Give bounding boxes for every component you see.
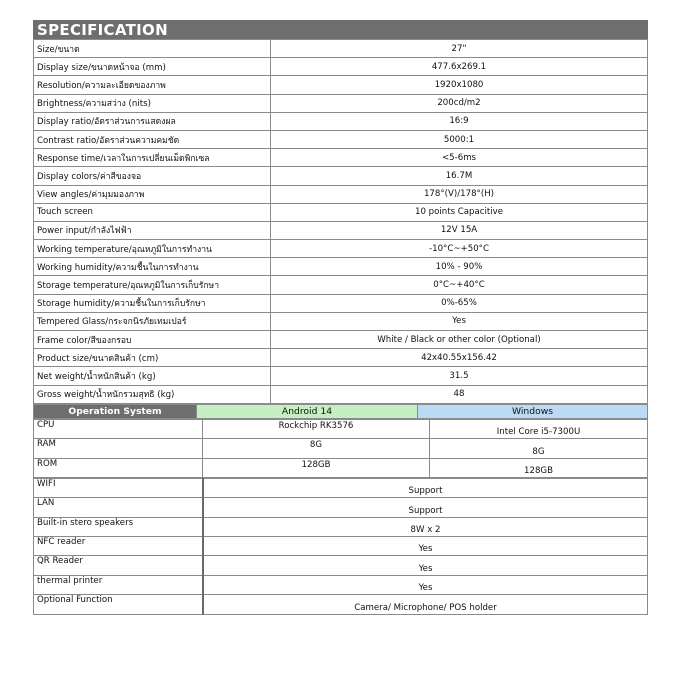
hardware-windows-value: Intel Core i5-7300U: [430, 419, 648, 438]
spec-value: 200cd/m2: [271, 94, 648, 112]
spec-label: Net weight/น้ำหนักสินค้า (kg): [34, 367, 271, 385]
spec-row: [34, 76, 648, 94]
spec-row: [34, 385, 648, 403]
spec-row: [34, 349, 648, 367]
feature-row: [34, 517, 648, 536]
spec-label: View angles/ค่ามุมมองภาพ: [34, 185, 271, 203]
spec-value: 1920x1080: [271, 76, 648, 94]
spec-value: 48: [271, 385, 648, 403]
spec-row: [34, 167, 648, 185]
spec-label: Brightness/ความสว่าง (nits): [34, 94, 271, 112]
spec-label: Display colors/ค่าสีของจอ: [34, 167, 271, 185]
spec-label: Display size/ขนาดหน้าจอ (mm): [34, 58, 271, 76]
spec-value: 27": [271, 40, 648, 58]
spec-row: [34, 112, 648, 130]
spec-label: Response time/เวลาในการเปลี่ยนเม็ดพิกเซล: [34, 149, 271, 167]
hardware-label: ROM: [34, 458, 203, 477]
feature-label: Built-in stero speakers: [34, 517, 204, 536]
feature-row: [34, 556, 648, 575]
spec-row: [34, 40, 648, 58]
hardware-android-value: 8G: [203, 439, 430, 458]
spec-value: 178°(V)/178°(H): [271, 185, 648, 203]
spec-row: [34, 94, 648, 112]
spec-value: Yes: [271, 312, 648, 330]
hardware-label: RAM: [34, 439, 203, 458]
spec-row: [34, 331, 648, 349]
hardware-row: [34, 439, 648, 458]
hardware-windows-value: 128GB: [430, 458, 648, 477]
feature-value: Yes: [203, 575, 648, 594]
spec-value: 477.6x269.1: [271, 58, 648, 76]
os-header-windows: Windows: [418, 404, 648, 418]
spec-label: Power input/กำลังไฟฟ้า: [34, 221, 271, 239]
spec-sheet: [33, 20, 648, 615]
os-header-label: Operation System: [34, 404, 197, 418]
feature-label: thermal printer: [34, 575, 204, 594]
spec-row: [34, 149, 648, 167]
feature-label: Optional Function: [34, 595, 204, 614]
feature-row: [34, 537, 648, 556]
spec-value: 5000:1: [271, 130, 648, 148]
hardware-row: [34, 458, 648, 477]
spec-value: 0%-65%: [271, 294, 648, 312]
feature-label: WIFI: [34, 478, 204, 497]
os-header-table: [33, 404, 648, 419]
spec-table: [33, 39, 648, 404]
spec-label: Gross weight/น้ำหนักรวมสุทธิ (kg): [34, 385, 271, 403]
hardware-row: [34, 419, 648, 438]
feature-value: 8W x 2: [203, 517, 648, 536]
os-header-android: Android 14: [197, 404, 418, 418]
feature-label: LAN: [34, 498, 204, 517]
spec-row: [34, 221, 648, 239]
spec-row: [34, 203, 648, 221]
spec-value: <5-6ms: [271, 149, 648, 167]
hardware-label: CPU: [34, 419, 203, 438]
spec-row: [34, 276, 648, 294]
spec-label: Resolution/ความละเอียดของภาพ: [34, 76, 271, 94]
spec-value: 42x40.55x156.42: [271, 349, 648, 367]
feature-label: QR Reader: [34, 556, 204, 575]
spec-label: Storage humidity/ความชื้นในการเก็บรักษา: [34, 294, 271, 312]
hardware-android-value: Rockchip RK3576: [203, 419, 430, 438]
spec-row: [34, 185, 648, 203]
spec-label: Frame color/สีของกรอบ: [34, 331, 271, 349]
spec-label: Touch screen: [34, 203, 271, 221]
spec-value: -10°C~+50°C: [271, 240, 648, 258]
spec-row: [34, 130, 648, 148]
spec-row: [34, 58, 648, 76]
spec-label: Size/ขนาด: [34, 40, 271, 58]
spec-label: Storage temperature/อุณหภูมิในการเก็บรักษา: [34, 276, 271, 294]
feature-label: NFC reader: [34, 537, 204, 556]
feature-row: [34, 575, 648, 594]
feature-row: [34, 595, 648, 614]
spec-row: [34, 294, 648, 312]
feature-value: Camera/ Microphone/ POS holder: [203, 595, 648, 614]
spec-value: 10 points Capacitive: [271, 203, 648, 221]
features-table: [33, 478, 648, 615]
feature-value: Yes: [203, 556, 648, 575]
spec-label: Display ratio/อัตราส่วนการแสดงผล: [34, 112, 271, 130]
spec-title: SPECIFICATION: [33, 20, 648, 39]
spec-value: 0°C~+40°C: [271, 276, 648, 294]
spec-row: [34, 258, 648, 276]
spec-row: [34, 240, 648, 258]
spec-value: 10% - 90%: [271, 258, 648, 276]
hardware-windows-value: 8G: [430, 439, 648, 458]
feature-row: [34, 498, 648, 517]
feature-value: Yes: [203, 537, 648, 556]
spec-label: Product size/ขนาดสินค้า (cm): [34, 349, 271, 367]
spec-value: White / Black or other color (Optional): [271, 331, 648, 349]
spec-value: 16:9: [271, 112, 648, 130]
spec-label: Working temperature/อุณหภูมิในการทำงาน: [34, 240, 271, 258]
spec-value: 12V 15A: [271, 221, 648, 239]
feature-value: Support: [203, 478, 648, 497]
feature-row: [34, 478, 648, 497]
spec-value: 16.7M: [271, 167, 648, 185]
os-header-row: [34, 404, 648, 418]
hardware-android-value: 128GB: [203, 458, 430, 477]
spec-value: 31.5: [271, 367, 648, 385]
spec-row: [34, 367, 648, 385]
spec-row: [34, 312, 648, 330]
spec-label: Tempered Glass/กระจกนิรภัยเทมเปอร์: [34, 312, 271, 330]
hardware-table: [33, 419, 648, 478]
feature-value: Support: [203, 498, 648, 517]
spec-label: Working humidity/ความชื้นในการทำงาน: [34, 258, 271, 276]
spec-label: Contrast ratio/อัตราส่วนความคมชัด: [34, 130, 271, 148]
